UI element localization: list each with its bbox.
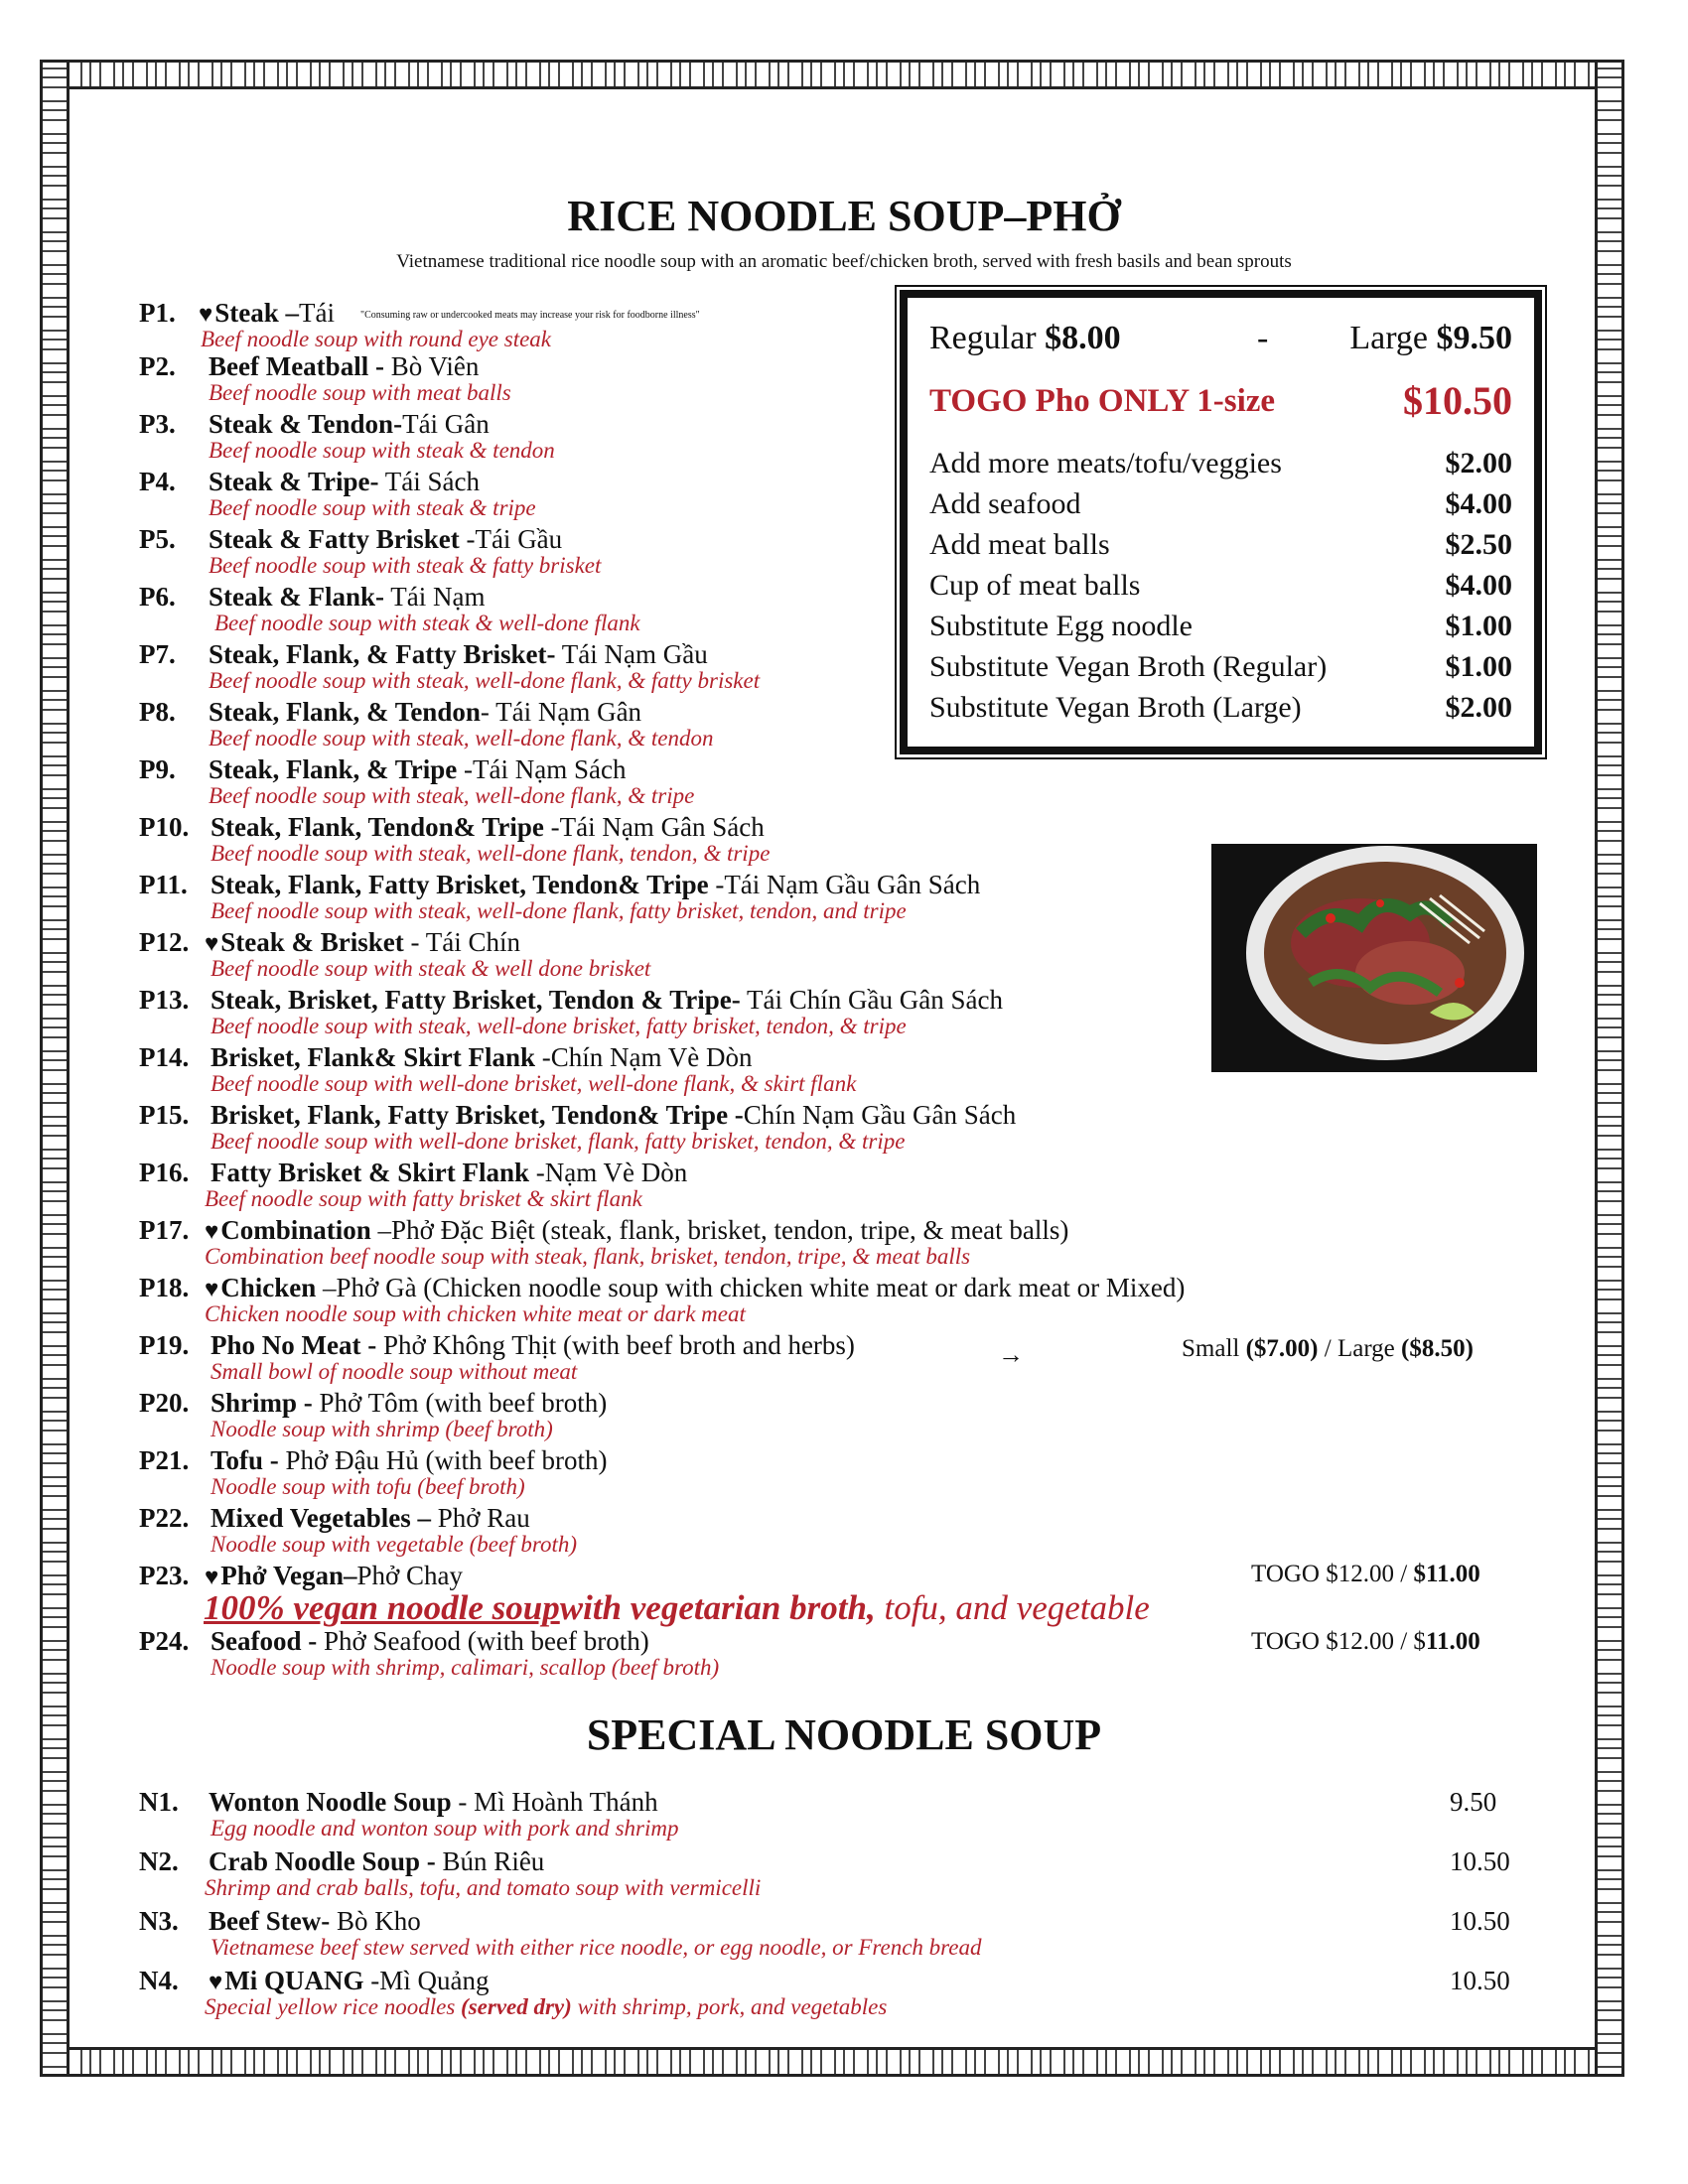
addon-label: Add meat balls — [929, 528, 1110, 561]
item-description-text: Chicken noodle soup with chicken white meat or dark meat — [205, 1301, 746, 1326]
item-name-vi: -Tái Nạm Gầu Gân Sách — [708, 870, 981, 899]
item-description-text: Special yellow rice noodles — [205, 1994, 462, 2019]
addon-label: Add more meats/tofu/veggies — [929, 447, 1282, 479]
item-name-vi: -Tái Nạm Sách — [457, 754, 627, 784]
p19-arrow: → — [998, 1340, 1024, 1369]
size-separator: - — [1257, 320, 1269, 356]
item-name-en: Phở Vegan– — [220, 1561, 357, 1590]
item-name-vi: -Chín Nạm Vè Dòn — [535, 1042, 753, 1072]
item-description — [205, 1876, 761, 1899]
item-name-vi: Phở Seafood (with beef broth) — [317, 1626, 649, 1656]
item-name-vi: Bún Riêu — [435, 1846, 545, 1876]
item-description — [209, 784, 694, 807]
item-name — [205, 1563, 463, 1589]
item-description-text: Beef noodle soup with steak & tripe — [209, 495, 536, 520]
item-description-rest: with shrimp, pork, and vegetables — [571, 1994, 888, 2019]
item-name — [205, 1275, 1185, 1301]
item-description-text: Beef noodle soup with steak, well-done flank, & fatty brisket — [209, 668, 761, 693]
item-name-vi: Tái Sách — [378, 467, 480, 496]
item-name — [209, 469, 480, 495]
item-name-vi: Chín Nạm Gầu Gân Sách — [743, 1100, 1017, 1130]
item-name — [209, 1789, 658, 1816]
item-code: N4. — [139, 1966, 179, 1995]
item-description — [211, 1533, 577, 1556]
item-description-text: Egg noodle and wonton soup with pork and shrimp — [211, 1816, 679, 1841]
item-description-bold: (served dry) — [461, 1994, 572, 2019]
large-label: Large — [1349, 320, 1428, 356]
item-name-en: Shrimp - — [211, 1388, 313, 1418]
item-code: P24. — [139, 1626, 190, 1656]
addon-label: Add seafood — [929, 487, 1081, 520]
item-description — [211, 1817, 679, 1840]
item-name — [211, 1447, 608, 1474]
item-description-text: Beef noodle soup with steak, well-done brisket, fatty brisket, tendon, & tripe — [211, 1014, 907, 1038]
large-price-value: $9.50 — [1436, 320, 1512, 356]
item-description — [209, 727, 713, 750]
p19-small-price: ($7.00) — [1245, 1335, 1319, 1362]
item-name-en: Mixed Vegetables – — [211, 1503, 431, 1533]
item-name — [209, 699, 641, 726]
item-code: P8. — [139, 697, 176, 727]
item-code: N3. — [139, 1906, 179, 1936]
item-description — [211, 842, 770, 865]
item-name-en: Steak & Tendon- — [209, 409, 403, 439]
item-description — [209, 381, 511, 404]
item-code: P14. — [139, 1042, 190, 1072]
item-code: P22. — [139, 1503, 190, 1533]
item-description-text: Noodle soup with shrimp, calimari, scallop (beef broth) — [211, 1655, 720, 1680]
item-description — [211, 899, 907, 922]
item-name-vi: Phở Không Thịt (with beef broth and herbs) — [376, 1330, 855, 1360]
item-description — [209, 669, 760, 692]
item-name — [209, 756, 626, 783]
item-code: P21. — [139, 1445, 190, 1475]
heart-icon: ♥ — [205, 1219, 219, 1245]
heart-icon: ♥ — [209, 1970, 223, 1995]
item-name-vi: - Tái Chín — [403, 927, 520, 957]
p19-price — [1182, 1335, 1474, 1363]
p19-large-price: ($8.50) — [1401, 1335, 1474, 1362]
item-description — [211, 1072, 856, 1095]
item-description — [205, 1187, 642, 1210]
togo-label: TOGO Pho ONLY 1-size — [929, 383, 1276, 419]
item-code: P23. — [139, 1561, 190, 1590]
item-name-vi: -Tái Nạm Gân Sách — [543, 812, 765, 842]
item-name-vi: -Mì Quảng — [363, 1966, 490, 1995]
addon-price: $4.00 — [1445, 569, 1512, 602]
item-description — [201, 328, 551, 350]
item-name — [211, 987, 1003, 1014]
heart-icon: ♥ — [199, 302, 213, 328]
item-description-text: Noodle soup with shrimp (beef broth) — [211, 1417, 553, 1441]
item-name-en: Mi QUANG — [224, 1966, 364, 1995]
regular-price-value: $8.00 — [1045, 320, 1121, 356]
item-description-text: Beef noodle soup with well-done brisket, flank, fatty brisket, tendon, & tripe — [211, 1129, 906, 1154]
item-description — [211, 1015, 907, 1037]
item-name — [209, 526, 562, 553]
addon-label: Substitute Egg noodle — [929, 610, 1193, 642]
item-name-en: Steak, Flank, & Tripe — [209, 754, 458, 784]
item-name — [209, 641, 708, 668]
item-code: N2. — [139, 1846, 179, 1876]
item-name-en: Pho No Meat - — [211, 1330, 377, 1360]
item-price: 10.50 — [1450, 1966, 1510, 1995]
item-description — [205, 1245, 970, 1268]
item-code: P4. — [139, 467, 176, 496]
item-name — [209, 1968, 489, 1994]
item-price: 9.50 — [1450, 1787, 1497, 1817]
item-name-en: Steak, Flank, & Tendon — [209, 697, 481, 727]
item-name-vi: Bò Viên — [383, 351, 480, 381]
item-name — [209, 411, 490, 438]
item-name-en: Fatty Brisket & Skirt Flank — [211, 1158, 529, 1187]
item-name-vi: - Tái Nạm Gân — [480, 697, 642, 727]
item-name-en: Steak, Flank, Fatty Brisket, Tendon& Tripe — [211, 870, 709, 899]
item-code: P19. — [139, 1330, 190, 1360]
page-subtitle: Vietnamese traditional rice noodle soup with an aromatic beef/chicken broth, served with fresh basils and bean sprouts — [396, 251, 1292, 272]
item-description-text: Noodle soup with tofu (beef broth) — [211, 1474, 525, 1499]
p19-small-label: Small — [1182, 1335, 1246, 1362]
p24-price — [1251, 1628, 1480, 1656]
item-name-vi: Tái Nạm Gầu — [555, 639, 708, 669]
item-name-en: Beef Meatball - — [209, 351, 384, 381]
item-name-en: Steak – — [214, 298, 300, 328]
item-name-vi: Phở Tôm (with beef broth) — [312, 1388, 608, 1418]
pho-bowl-illustration — [1211, 844, 1537, 1072]
item-name-vi: Tái Gân — [402, 409, 490, 439]
price-box — [900, 290, 1542, 754]
item-description-text: Beef noodle soup with steak & tendon — [209, 438, 555, 463]
item-description — [211, 1360, 577, 1383]
item-description-text: Beef noodle soup with steak, well-done flank, fatty brisket, tendon, and tripe — [211, 898, 907, 923]
item-name-vi: Phở Đậu Hủ (with beef broth) — [278, 1445, 608, 1475]
heart-icon: ♥ — [205, 1277, 219, 1302]
item-description-text: Beef noodle soup with steak, well-done flank, & tripe — [209, 783, 695, 808]
item-code: P12. — [139, 927, 190, 957]
item-name-en: Beef Stew- — [209, 1906, 331, 1936]
item-description-text: Combination beef noodle soup with steak, flank, brisket, tendon, tripe, & meat balls — [205, 1244, 971, 1269]
item-name-vi: -Nạm Vè Dòn — [529, 1158, 688, 1187]
item-description — [209, 554, 601, 577]
item-code: P2. — [139, 351, 176, 381]
item-name — [205, 1217, 1068, 1244]
item-name-en: Steak & Brisket — [220, 927, 404, 957]
item-name — [199, 300, 700, 327]
heart-icon: ♥ — [205, 931, 219, 957]
item-name — [209, 353, 479, 380]
item-code: P6. — [139, 582, 176, 612]
item-name-en: Steak & Flank- — [209, 582, 385, 612]
item-name-en: Combination — [220, 1215, 371, 1245]
item-name-en: Steak, Flank, & Fatty Brisket- — [209, 639, 556, 669]
item-code: P5. — [139, 524, 176, 554]
item-code: P1. — [139, 298, 176, 328]
item-name-en: Chicken — [220, 1273, 317, 1302]
item-description — [211, 957, 650, 980]
item-name — [211, 872, 980, 898]
p19-large-label: / Large — [1318, 1335, 1402, 1362]
item-description — [211, 1130, 905, 1153]
addon-price: $1.00 — [1445, 650, 1512, 683]
regular-label: Regular — [929, 320, 1037, 356]
item-name-vi: Tái — [299, 298, 335, 328]
item-name-en: Steak & Tripe- — [209, 467, 379, 496]
addon-label: Substitute Vegan Broth (Large) — [929, 691, 1302, 724]
p24-togo-label: TOGO $12.00 / $ — [1251, 1628, 1426, 1655]
item-description — [211, 1418, 553, 1440]
item-name-vi: –Phở Gà (Chicken noodle soup with chicken white meat or dark meat or Mixed) — [316, 1273, 1186, 1302]
item-name — [211, 1102, 1016, 1129]
togo-price: $10.50 — [1403, 378, 1512, 423]
p23-vegan-underline: 100% vegan noodle soup — [204, 1588, 560, 1627]
item-description-text: Beef noodle soup with well-done brisket, well-done flank, & skirt flank — [211, 1071, 857, 1096]
item-name-vi: - Mì Hoành Thánh — [451, 1787, 658, 1817]
regular-price — [929, 320, 1121, 357]
item-description-text: Beef noodle soup with steak, well-done flank, & tendon — [209, 726, 714, 751]
left-border — [40, 60, 70, 2077]
item-name-vi: Bò Kho — [330, 1906, 421, 1936]
item-name — [211, 1044, 753, 1071]
item-description — [214, 612, 640, 634]
item-code: P16. — [139, 1158, 190, 1187]
p23-price — [1251, 1561, 1480, 1588]
item-name-vi: Tái Nạm — [384, 582, 486, 612]
item-description — [211, 1656, 719, 1679]
top-border — [40, 60, 1624, 89]
item-description-text: Beef noodle soup with steak & well-done flank — [214, 611, 640, 635]
item-name — [211, 1160, 687, 1186]
page-title: RICE NOODLE SOUP–PHỞ — [567, 192, 1121, 240]
item-description-text: Beef noodle soup with steak & well done brisket — [211, 956, 651, 981]
item-name — [211, 1505, 530, 1532]
p23-price-value: $11.00 — [1413, 1561, 1480, 1587]
item-name-vi: -Tái Gầu — [459, 524, 563, 554]
item-name — [209, 1908, 421, 1935]
p23-vegan-description — [204, 1588, 1150, 1628]
raw-meat-warning: "Consuming raw or undercooked meats may increase your risk for foodborne illness" — [360, 309, 700, 321]
item-code: P18. — [139, 1273, 190, 1302]
item-price: 10.50 — [1450, 1846, 1510, 1876]
item-name — [209, 584, 486, 611]
addon-label: Substitute Vegan Broth (Regular) — [929, 650, 1328, 683]
addon-price: $1.00 — [1445, 610, 1512, 642]
addon-price: $2.50 — [1445, 528, 1512, 561]
item-name-vi: Phở Chay — [356, 1561, 464, 1590]
item-name — [211, 1390, 607, 1417]
item-code: P9. — [139, 754, 176, 784]
item-name-en: Crab Noodle Soup - — [209, 1846, 436, 1876]
item-name-en: Seafood - — [211, 1626, 318, 1656]
item-code: N1. — [139, 1787, 179, 1817]
p23-vegan-rest: tofu, and vegetable — [875, 1588, 1150, 1627]
item-description — [209, 496, 536, 519]
item-description — [211, 1936, 982, 1959]
item-code: P15. — [139, 1100, 190, 1130]
item-name-en: Tofu - — [211, 1445, 279, 1475]
item-description-text: Noodle soup with vegetable (beef broth) — [211, 1532, 577, 1557]
right-border — [1595, 60, 1624, 2077]
addon-price: $2.00 — [1445, 691, 1512, 724]
item-name-en: Steak, Flank, Tendon& Tripe — [211, 812, 544, 842]
item-description-text: Beef noodle soup with steak & fatty brisket — [209, 553, 602, 578]
item-description-text: Beef noodle soup with meat balls — [209, 380, 511, 405]
item-name — [211, 814, 765, 841]
item-name-vi: Tái Chín Gầu Gân Sách — [740, 985, 1003, 1015]
item-description-text: Vietnamese beef stew served with either rice noodle, or egg noodle, or French bread — [211, 1935, 982, 1960]
item-name-en: Brisket, Flank& Skirt Flank — [211, 1042, 536, 1072]
item-name — [205, 929, 520, 956]
item-name-vi: –Phở Đặc Biệt (steak, flank, brisket, tendon, tripe, & meat balls) — [370, 1215, 1069, 1245]
item-description-text: Beef noodle soup with steak, well-done flank, tendon, & tripe — [211, 841, 771, 866]
item-name-en: Wonton Noodle Soup — [209, 1787, 452, 1817]
item-code: P7. — [139, 639, 176, 669]
item-name — [211, 1628, 649, 1655]
item-name — [211, 1332, 855, 1359]
special-noodle-title: SPECIAL NOODLE SOUP — [586, 1710, 1102, 1759]
heart-icon: ♥ — [205, 1565, 219, 1590]
item-name-en: Steak, Brisket, Fatty Brisket, Tendon & Tripe- — [211, 985, 741, 1015]
item-name — [209, 1848, 544, 1875]
item-code: P10. — [139, 812, 190, 842]
addon-label: Cup of meat balls — [929, 569, 1141, 602]
pho-bowl-photo — [1211, 844, 1537, 1072]
item-description-text: Beef noodle soup with fatty brisket & skirt flank — [205, 1186, 642, 1211]
item-code: P3. — [139, 409, 176, 439]
item-description-text: Shrimp and crab balls, tofu, and tomato soup with vermicelli — [205, 1875, 762, 1900]
p24-price-value: 11.00 — [1425, 1628, 1480, 1655]
p23-togo-label: TOGO $12.00 / — [1251, 1561, 1414, 1587]
item-code: P13. — [139, 985, 190, 1015]
bottom-border — [40, 2047, 1624, 2077]
item-description — [205, 1302, 746, 1325]
item-description-text: Beef noodle soup with round eye steak — [201, 327, 552, 351]
addon-price: $2.00 — [1445, 447, 1512, 479]
item-name-en: Brisket, Flank, Fatty Brisket, Tendon& Tripe - — [211, 1100, 744, 1130]
item-price: 10.50 — [1450, 1906, 1510, 1936]
item-code: P17. — [139, 1215, 190, 1245]
large-price — [1349, 320, 1512, 357]
addon-price: $4.00 — [1445, 487, 1512, 520]
item-code: P11. — [139, 870, 188, 899]
item-code: P20. — [139, 1388, 190, 1418]
item-description — [205, 1995, 887, 2018]
item-description — [209, 439, 555, 462]
item-name-vi: Phở Rau — [431, 1503, 530, 1533]
item-name-en: Steak & Fatty Brisket — [209, 524, 460, 554]
p23-vegan-broth: with vegetarian broth, — [559, 1588, 876, 1627]
item-description-text: Small bowl of noodle soup without meat — [211, 1359, 578, 1384]
item-description — [211, 1475, 525, 1498]
